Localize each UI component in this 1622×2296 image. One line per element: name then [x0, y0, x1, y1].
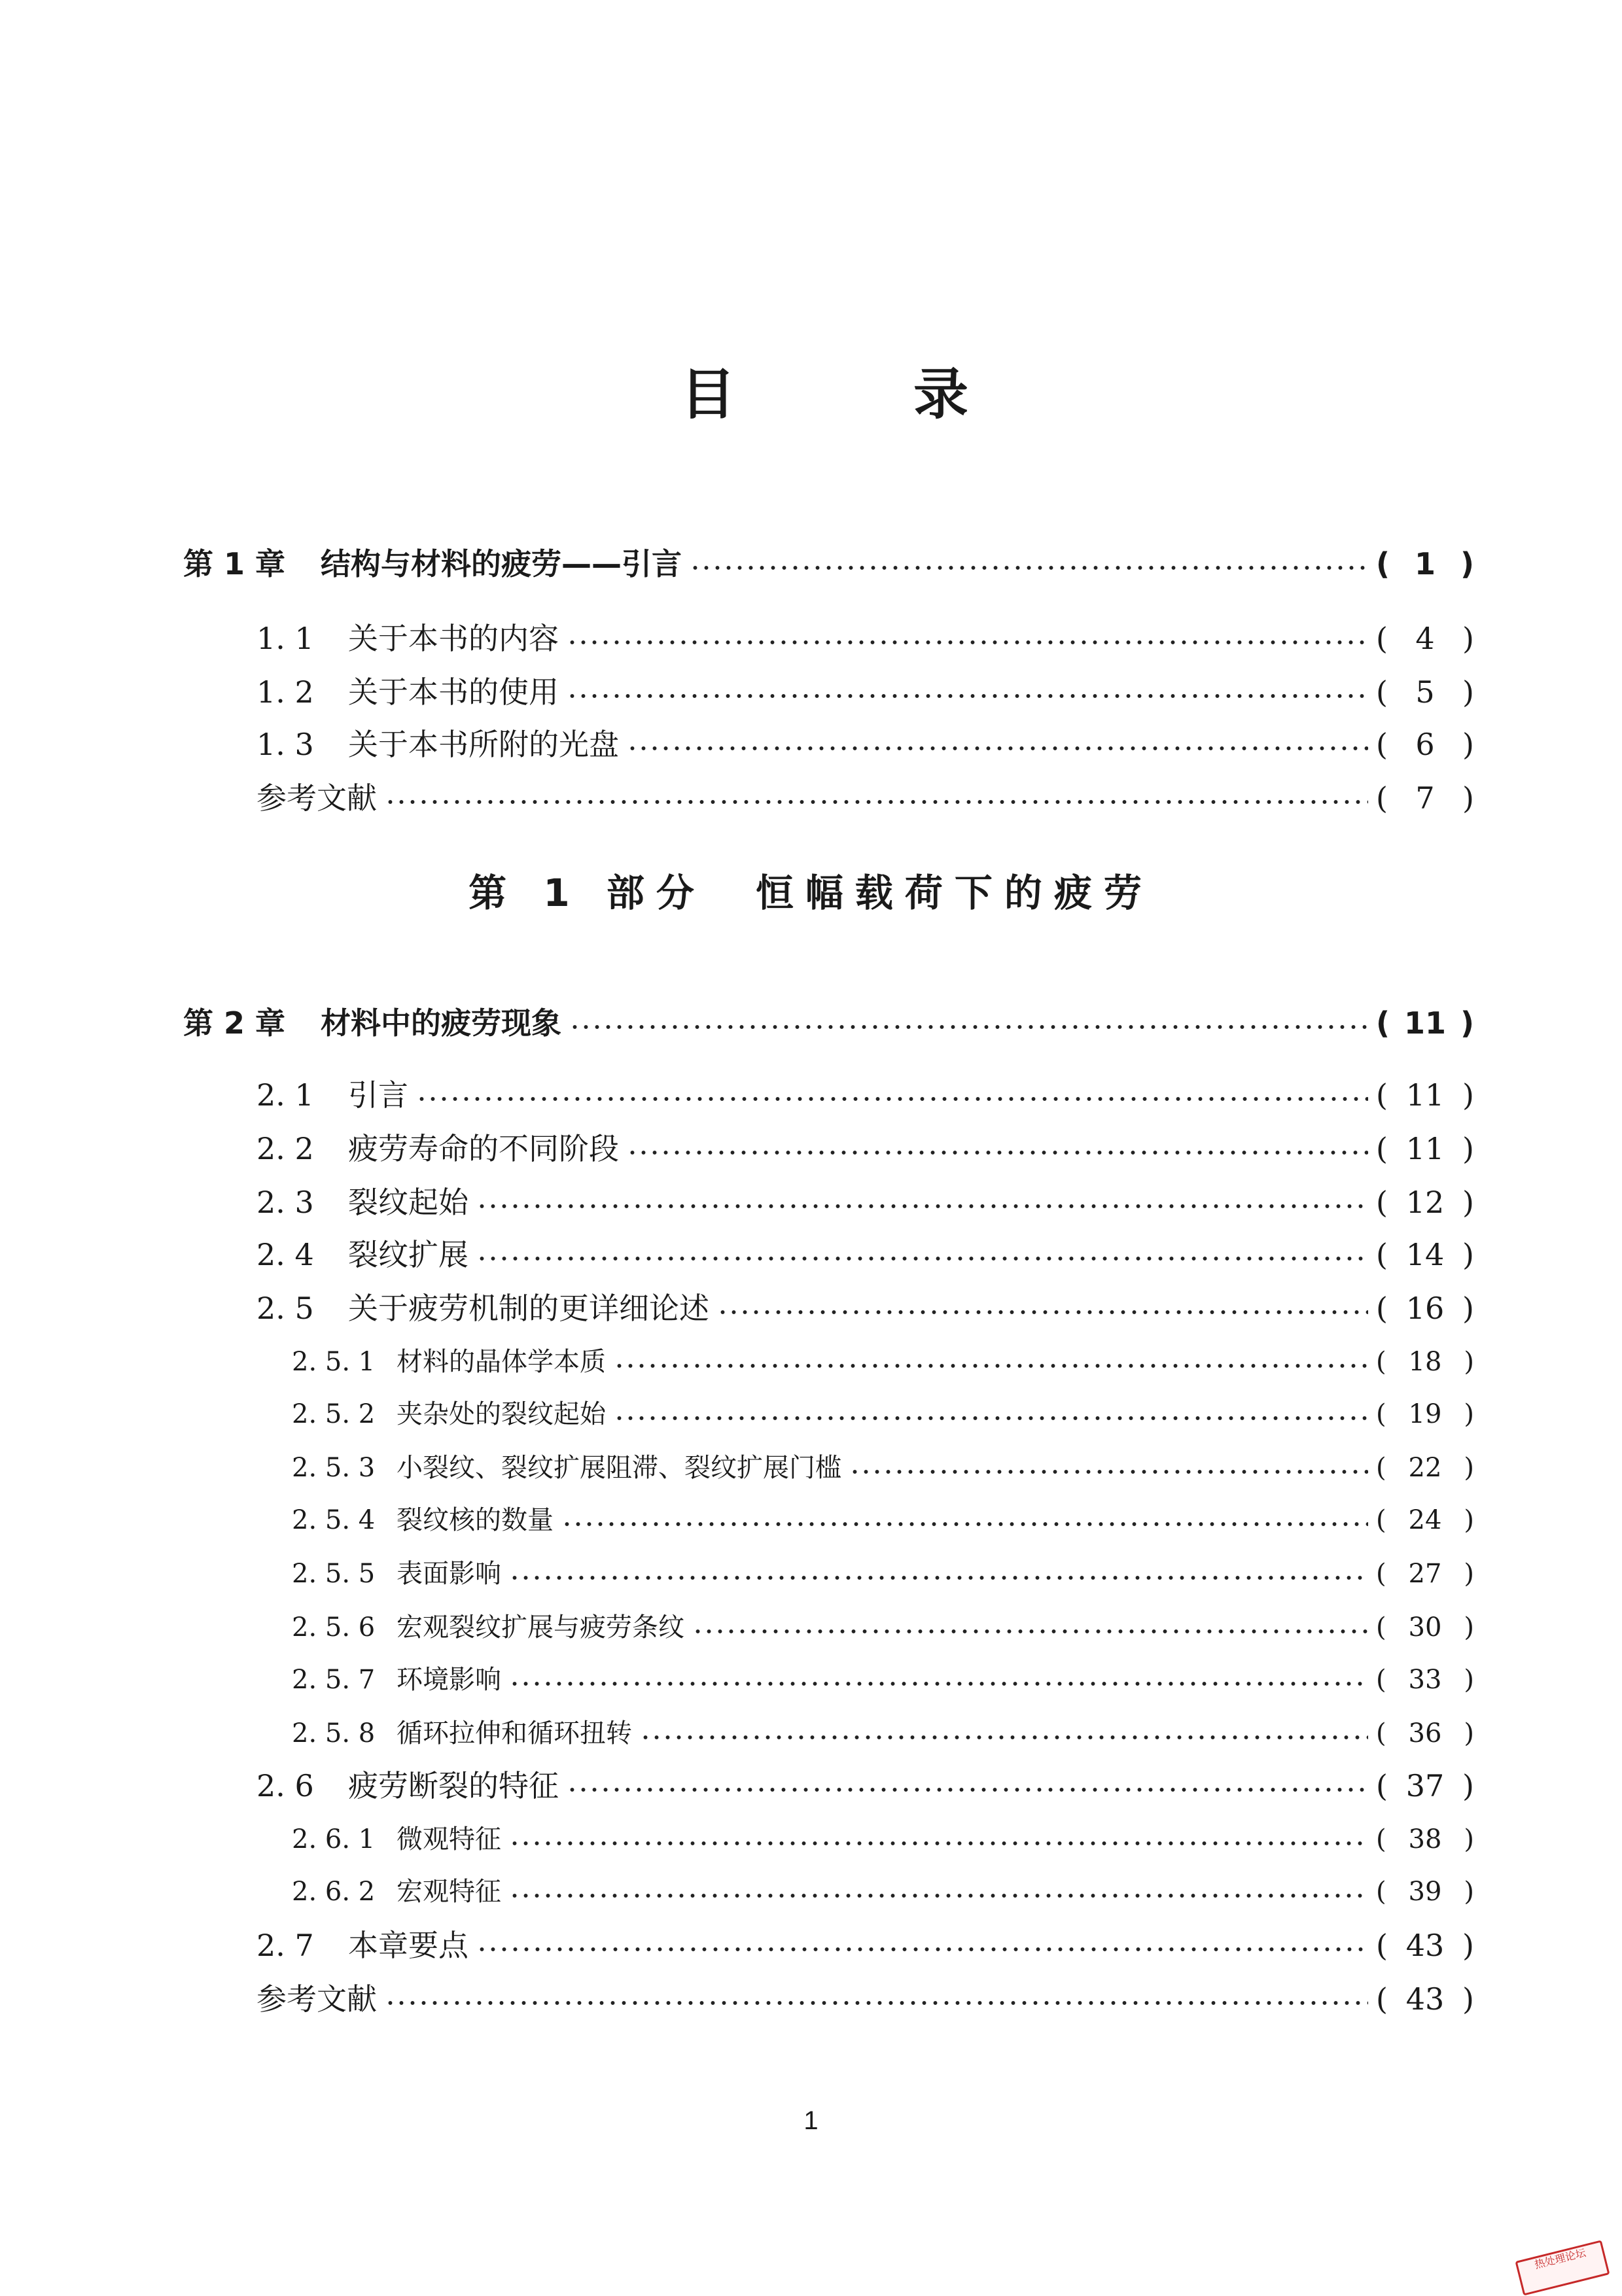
toc-entry-title: 参考文献: [256, 1981, 377, 2017]
toc-entry-number: 2. 5. 1: [292, 1347, 376, 1377]
page-ref-number: 11: [1405, 1077, 1445, 1113]
toc-entry-title: 裂纹扩展: [348, 1237, 468, 1272]
paren-open: (: [1376, 1453, 1386, 1483]
toc-entry: [256, 619, 1474, 658]
paren-close: ): [1462, 674, 1474, 710]
paren-open: (: [1376, 780, 1388, 816]
page-ref-number: 18: [1408, 1347, 1442, 1377]
toc-entry-title: 环境影响: [397, 1665, 501, 1695]
toc-entry-page: [1376, 1872, 1474, 1911]
dot-leader: [614, 1415, 1368, 1421]
dot-leader: [690, 565, 1368, 571]
dot-leader: [509, 1680, 1368, 1687]
toc-entry: [292, 1608, 1474, 1647]
toc-entry-title: 疲劳断裂的特征: [348, 1768, 559, 1803]
dot-leader: [509, 1892, 1368, 1899]
dot-leader: [476, 1255, 1368, 1262]
toc-entry-page: [1376, 1926, 1474, 1965]
toc-entry-page: [1376, 544, 1474, 583]
toc-entry-number: 2. 6. 2: [292, 1877, 376, 1907]
toc-entry: [292, 1660, 1474, 1699]
toc-entry-number: 2. 5. 4: [292, 1505, 376, 1535]
toc-entry-number: 2. 5: [256, 1291, 314, 1326]
toc-entry-title: 关于疲劳机制的更详细论述: [348, 1291, 709, 1326]
toc-entry: [256, 1289, 1474, 1328]
toc-entry-page: [1376, 1554, 1474, 1593]
page-ref-number: 36: [1408, 1718, 1442, 1748]
paren-close: ): [1464, 1505, 1474, 1535]
dot-leader: [569, 1024, 1368, 1030]
paren-open: (: [1376, 1612, 1386, 1643]
toc-entry-page: [1376, 1235, 1474, 1274]
dot-leader: [476, 1203, 1368, 1209]
toc-entry-page: [1376, 1129, 1474, 1168]
page-ref-number: 33: [1408, 1665, 1442, 1695]
page-ref-number: 5: [1415, 674, 1435, 710]
toc-entry-page: [1376, 1289, 1474, 1328]
toc-entry: [256, 1979, 1474, 2019]
toc-entry-title: 结构与材料的疲劳——引言: [321, 546, 682, 582]
toc-entry-number: 2. 5. 8: [292, 1718, 376, 1748]
paren-open: (: [1376, 1928, 1388, 1963]
toc-entry-page: [1376, 1766, 1474, 1805]
toc-entry-page: [1376, 1183, 1474, 1222]
paren-close: ): [1462, 621, 1474, 656]
dot-leader: [476, 1946, 1368, 1953]
toc-entry-page: [1376, 619, 1474, 658]
paren-close: ): [1462, 1077, 1474, 1113]
toc-entry-title: 裂纹核的数量: [397, 1505, 554, 1535]
page-ref-number: 39: [1408, 1877, 1442, 1907]
toc-entry: [292, 1395, 1474, 1434]
toc-entry: [292, 1448, 1474, 1487]
toc-entry: [256, 1235, 1474, 1274]
toc-entry: [256, 778, 1474, 818]
paren-close: ): [1464, 1612, 1474, 1643]
paren-close: ): [1462, 1981, 1474, 2017]
toc-entry: [256, 1926, 1474, 1965]
paren-open: (: [1376, 1505, 1386, 1535]
toc-entry-number: 2. 1: [256, 1077, 314, 1113]
toc-entry-page: [1376, 1714, 1474, 1753]
paren-open: (: [1376, 727, 1388, 762]
toc-entry-title: 宏观裂纹扩展与疲劳条纹: [397, 1612, 684, 1643]
watermark-stamp: [1515, 2240, 1610, 2295]
toc-entry-title: 小裂纹、裂纹扩展阻滞、裂纹扩展门槛: [397, 1453, 841, 1483]
paren-close: ): [1462, 1928, 1474, 1963]
paren-close: ): [1464, 1718, 1474, 1748]
toc-entry-number: 2. 2: [256, 1131, 314, 1166]
paren-open: (: [1376, 1077, 1388, 1113]
toc-entry-number: 2. 5. 7: [292, 1665, 376, 1695]
page-ref-number: 4: [1415, 621, 1435, 656]
paren-open: (: [1376, 1877, 1386, 1907]
page-number: 1: [803, 2106, 819, 2135]
toc-entry: [256, 725, 1474, 764]
toc-entry-number: 2. 5. 5: [292, 1559, 376, 1589]
toc-entry: [256, 672, 1474, 712]
paren-close: ): [1464, 1559, 1474, 1589]
toc-entry-page: [1376, 1820, 1474, 1859]
page-ref-number: 11: [1403, 1005, 1446, 1041]
paren-open: (: [1376, 674, 1388, 710]
toc-entry-page: [1376, 1501, 1474, 1540]
paren-close: ): [1464, 1824, 1474, 1854]
dot-leader: [509, 1840, 1368, 1847]
paren-open: (: [1376, 546, 1390, 582]
stamp-text: 热处理论坛: [1533, 2246, 1587, 2271]
page-ref-number: 27: [1408, 1559, 1442, 1589]
dot-leader: [849, 1469, 1368, 1475]
dot-leader: [640, 1734, 1368, 1741]
paren-close: ): [1462, 780, 1474, 816]
toc-entry-page: [1376, 1448, 1474, 1487]
toc-entry: [292, 1554, 1474, 1593]
dot-leader: [567, 1786, 1368, 1793]
paren-open: (: [1376, 1399, 1386, 1429]
page-ref-number: 11: [1405, 1131, 1445, 1166]
page-ref-number: 24: [1408, 1505, 1442, 1535]
toc-entry: [292, 1342, 1474, 1382]
toc-entry-page: [1376, 1075, 1474, 1115]
paren-open: (: [1376, 1559, 1386, 1589]
dot-leader: [567, 639, 1368, 646]
toc-entry-title: 夹杂处的裂纹起始: [397, 1399, 606, 1429]
paren-close: ): [1460, 1005, 1474, 1041]
page-ref-number: 30: [1408, 1612, 1442, 1643]
toc-entry-number: 2. 4: [256, 1237, 314, 1272]
page-ref-number: 7: [1415, 780, 1435, 816]
dot-leader: [627, 745, 1368, 752]
toc-entry-title: 关于本书的使用: [348, 674, 559, 710]
paren-close: ): [1464, 1399, 1474, 1429]
toc-entry-page: [1376, 1979, 1474, 2019]
page-ref-number: 12: [1405, 1185, 1445, 1220]
dot-leader: [614, 1363, 1368, 1369]
paren-close: ): [1460, 546, 1474, 582]
paren-open: (: [1376, 621, 1388, 656]
page-ref-number: 14: [1405, 1237, 1445, 1272]
paren-open: (: [1376, 1824, 1386, 1854]
toc-entry-number: 2. 5. 2: [292, 1399, 376, 1429]
paren-open: (: [1376, 1185, 1388, 1220]
page-title: [680, 358, 968, 430]
dot-leader: [567, 693, 1368, 699]
paren-close: ): [1464, 1665, 1474, 1695]
toc-entry-title: 疲劳寿命的不同阶段: [348, 1131, 619, 1166]
page-ref-number: 1: [1414, 546, 1436, 582]
page-ref-number: 43: [1405, 1981, 1445, 2017]
dot-leader: [385, 2000, 1368, 2006]
paren-open: (: [1376, 1768, 1388, 1803]
toc-entry-page: [1376, 1608, 1474, 1647]
title-char-2: 录: [913, 362, 968, 426]
paren-open: (: [1376, 1718, 1386, 1748]
toc-entry-page: [1376, 1395, 1474, 1434]
dot-leader: [385, 799, 1368, 805]
toc-entry: [292, 1820, 1474, 1859]
dot-leader: [627, 1149, 1368, 1156]
paren-close: ): [1462, 1291, 1474, 1326]
paren-close: ): [1462, 1768, 1474, 1803]
part-heading: 第 1 部分 恒幅载荷下的疲劳: [468, 871, 1154, 915]
toc-entry-page: [1376, 778, 1474, 818]
toc-entry: [183, 544, 1474, 583]
toc-entry: [256, 1766, 1474, 1805]
toc-entry: [292, 1872, 1474, 1911]
toc-entry: [256, 1129, 1474, 1168]
paren-close: ): [1464, 1347, 1474, 1377]
paren-close: ): [1462, 1185, 1474, 1220]
toc-entry-number: 2. 5. 3: [292, 1453, 376, 1483]
toc-entry-page: [1376, 1342, 1474, 1382]
toc-entry-page: [1376, 725, 1474, 764]
toc-entry-number: 2. 6: [256, 1768, 314, 1803]
paren-open: (: [1376, 1131, 1388, 1166]
dot-leader: [416, 1096, 1368, 1102]
toc-entry-title: 微观特征: [397, 1824, 501, 1854]
paren-close: ): [1464, 1877, 1474, 1907]
toc-entry: [256, 1183, 1474, 1222]
toc-entry-title: 材料中的疲劳现象: [321, 1005, 561, 1041]
paren-close: ): [1462, 1237, 1474, 1272]
page-ref-number: 37: [1405, 1768, 1445, 1803]
toc-entry-title: 裂纹起始: [348, 1185, 468, 1220]
paren-close: ): [1462, 727, 1474, 762]
toc-entry-number: 1. 2: [256, 674, 314, 710]
toc-entry-number: 2. 3: [256, 1185, 314, 1220]
paren-open: (: [1376, 1291, 1388, 1326]
page-ref-number: 43: [1405, 1928, 1445, 1963]
toc-entry-title: 循环拉伸和循环扭转: [397, 1718, 632, 1748]
paren-open: (: [1376, 1347, 1386, 1377]
toc-entry: [292, 1501, 1474, 1540]
toc-entry-page: [1376, 1003, 1474, 1043]
toc-entry-title: 表面影响: [397, 1559, 501, 1589]
toc-entry-page: [1376, 672, 1474, 712]
paren-open: (: [1376, 1981, 1388, 2017]
toc-entry-number: 2. 6. 1: [292, 1824, 376, 1854]
toc-entry-number: 2. 7: [256, 1928, 314, 1963]
toc-entry: [256, 1075, 1474, 1115]
dot-leader: [717, 1309, 1368, 1315]
toc-entry-page: [1376, 1660, 1474, 1699]
paren-open: (: [1376, 1665, 1386, 1695]
toc-entry: [292, 1714, 1474, 1753]
toc-entry-number: 第 1 章: [183, 546, 286, 582]
toc-entry-title: 引言: [348, 1077, 408, 1113]
toc-entry-number: 2. 5. 6: [292, 1612, 376, 1643]
toc-entry-title: 本章要点: [348, 1928, 468, 1963]
dot-leader: [692, 1628, 1368, 1635]
toc-entry-number: 第 2 章: [183, 1005, 286, 1041]
toc-entry-title: 材料的晶体学本质: [397, 1347, 606, 1377]
toc-entry: [183, 1003, 1474, 1043]
toc-entry-number: 1. 1: [256, 621, 314, 656]
toc-entry-title: 参考文献: [256, 780, 377, 816]
toc-entry-title: 宏观特征: [397, 1877, 501, 1907]
page-ref-number: 22: [1408, 1453, 1442, 1483]
page-ref-number: 16: [1405, 1291, 1445, 1326]
toc-entry-number: 1. 3: [256, 727, 314, 762]
paren-close: ): [1462, 1131, 1474, 1166]
toc-entry-title: 关于本书所附的光盘: [348, 727, 619, 762]
title-char-1: 目: [680, 362, 736, 426]
page-ref-number: 19: [1408, 1399, 1442, 1429]
dot-leader: [509, 1574, 1368, 1581]
paren-close: ): [1464, 1453, 1474, 1483]
paren-open: (: [1376, 1237, 1388, 1272]
toc-entry-title: 关于本书的内容: [348, 621, 559, 656]
page-ref-number: 6: [1415, 727, 1435, 762]
paren-open: (: [1376, 1005, 1390, 1041]
page-ref-number: 38: [1408, 1824, 1442, 1854]
dot-leader: [561, 1521, 1368, 1527]
